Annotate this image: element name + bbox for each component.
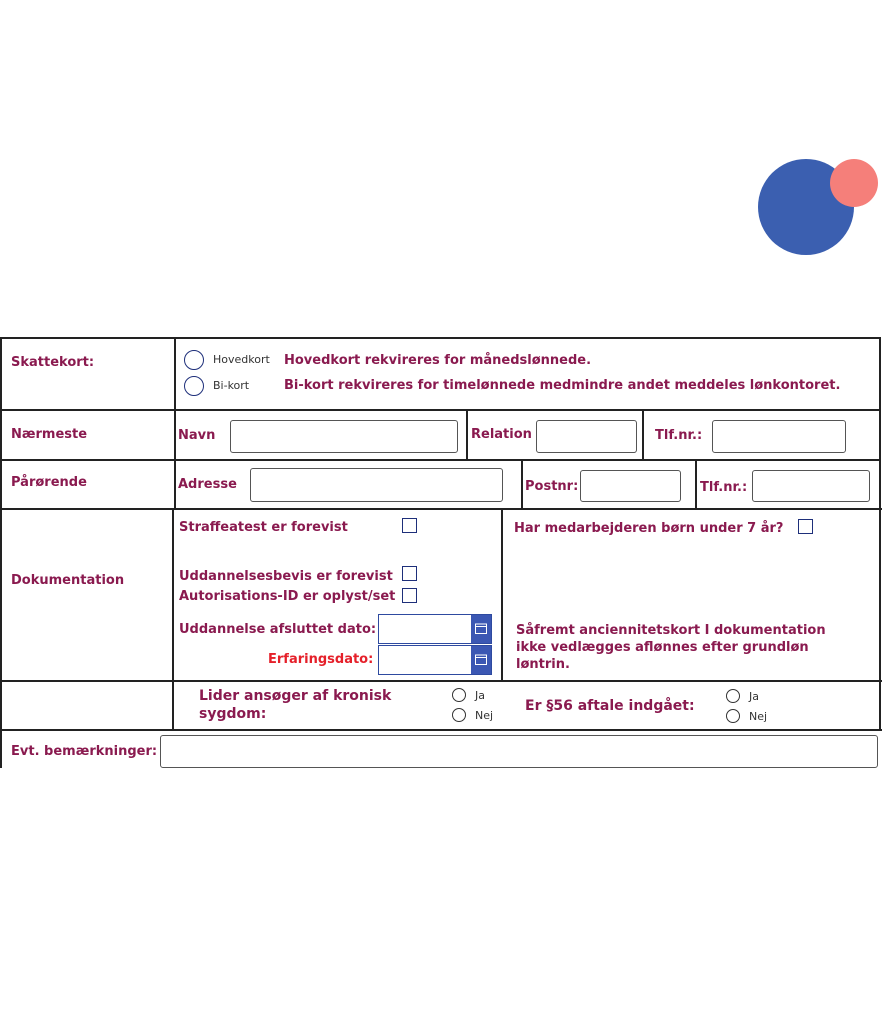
aftale56-question: Er §56 aftale indgået: <box>525 698 695 714</box>
kronisk-question: Lider ansøger af kronisk sygdom: <box>199 688 392 722</box>
erfaringsdato-picker[interactable] <box>378 645 492 675</box>
uddannelse-dato-calendar-button[interactable] <box>471 615 491 643</box>
autorisation-label: Autorisations-ID er oplyst/set <box>179 589 396 604</box>
boern-checkbox[interactable] <box>798 519 813 534</box>
hovedkort-label: Hovedkort <box>213 353 270 366</box>
paaroerende-label: Pårørende <box>11 475 87 490</box>
uddannelse-dato-label: Uddannelse afsluttet dato: <box>179 622 377 637</box>
naermeste-tlf-label: Tlf.nr.: <box>655 428 703 443</box>
relation-label: Relation <box>471 427 532 442</box>
autorisation-checkbox[interactable] <box>402 588 417 603</box>
calendar-icon <box>475 654 487 665</box>
naermeste-tlf-input[interactable] <box>712 420 846 453</box>
aftale56-nej-label: Nej <box>749 710 768 723</box>
paaroerende-tlf-label: Tlf.nr.: <box>700 480 748 495</box>
straffeattest-label: Straffeatest er forevist <box>179 520 348 535</box>
aftale56-nej-radio[interactable] <box>726 709 740 723</box>
logo-circles-icon <box>750 155 882 260</box>
hovedkort-radio[interactable] <box>184 350 204 370</box>
postnr-label: Postnr: <box>525 479 579 494</box>
erfaringsdato-label: Erfaringsdato: <box>268 652 374 667</box>
navn-label: Navn <box>178 428 216 443</box>
dokumentation-label: Dokumentation <box>11 573 125 588</box>
bikort-note: Bi-kort rekvireres for timelønnede medmindre andet meddeles lønkontoret. <box>284 378 841 393</box>
navn-input[interactable] <box>230 420 458 453</box>
aftale56-ja-radio[interactable] <box>726 689 740 703</box>
postnr-input[interactable] <box>580 470 681 502</box>
hovedkort-note: Hovedkort rekvireres for månedslønnede. <box>284 353 592 368</box>
adresse-label: Adresse <box>178 477 237 492</box>
boern-question: Har medarbejderen børn under 7 år? <box>514 521 784 536</box>
skattekort-label: Skattekort: <box>11 355 95 370</box>
kronisk-nej-label: Nej <box>475 709 494 722</box>
paaroerende-tlf-input[interactable] <box>752 470 870 502</box>
aftale56-ja-label: Ja <box>749 690 759 703</box>
uddannelsesbevis-label: Uddannelsesbevis er forevist <box>179 569 393 584</box>
erfaringsdato-calendar-button[interactable] <box>471 646 491 674</box>
bemaerkninger-label: Evt. bemærkninger: <box>11 744 158 759</box>
kronisk-ja-label: Ja <box>475 689 485 702</box>
uddannelse-dato-picker[interactable] <box>378 614 492 644</box>
anciennitet-note: Såfremt anciennitetskort I dokumentation ikke vedlægges aflønnes efter grundløn løntrin. <box>516 623 826 672</box>
straffeattest-checkbox[interactable] <box>402 518 417 533</box>
naermeste-label: Nærmeste <box>11 427 88 442</box>
calendar-icon <box>475 623 487 634</box>
adresse-input[interactable] <box>250 468 503 502</box>
bikort-label: Bi-kort <box>213 379 250 392</box>
relation-input[interactable] <box>536 420 637 453</box>
kronisk-nej-radio[interactable] <box>452 708 466 722</box>
bemaerkninger-input[interactable] <box>160 735 878 768</box>
uddannelsesbevis-checkbox[interactable] <box>402 566 417 581</box>
bikort-radio[interactable] <box>184 376 204 396</box>
kronisk-ja-radio[interactable] <box>452 688 466 702</box>
